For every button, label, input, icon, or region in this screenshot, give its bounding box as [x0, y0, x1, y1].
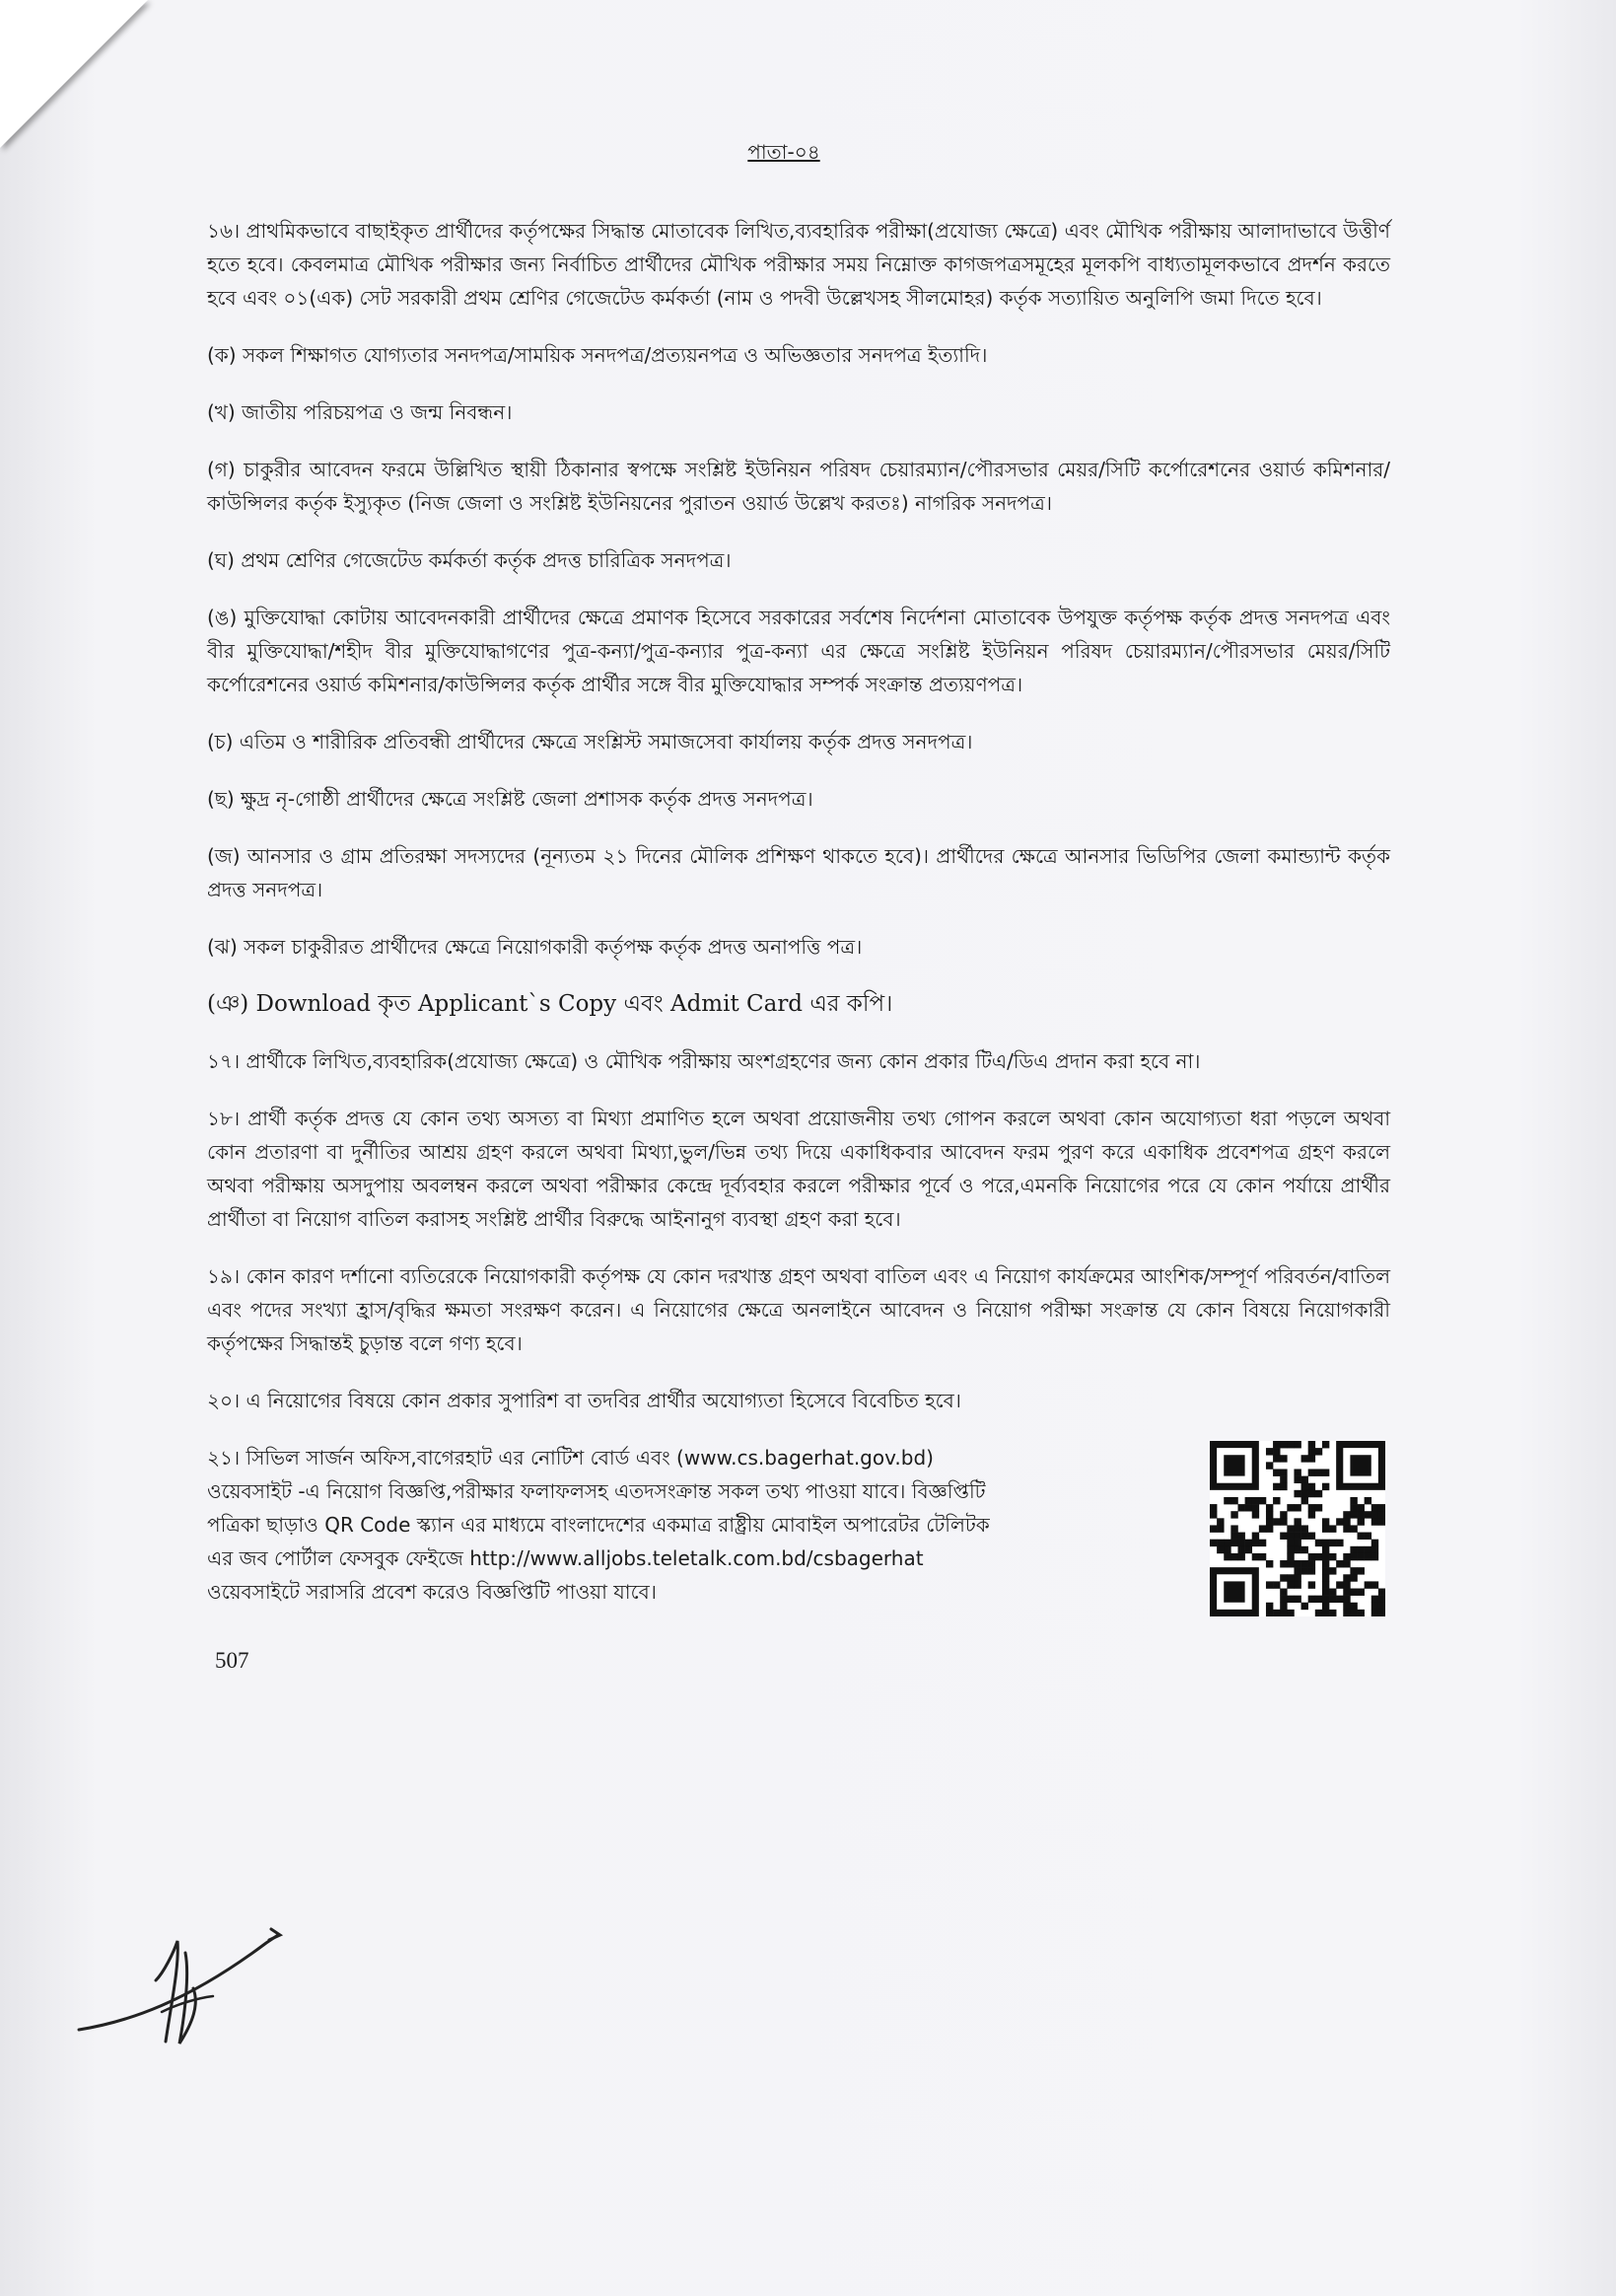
clause-21-line: পত্রিকা ছাড়াও QR Code স্ক্যান এর মাধ্যমে বাংলাদেশের একমাত্র রাষ্ট্রীয় মোবাইল অপারেটর টেলিটক	[207, 1513, 990, 1537]
folded-corner	[0, 0, 148, 148]
clause-21-block	[207, 1441, 1390, 1609]
clause-21	[207, 1441, 1144, 1609]
qr-code-graphic	[1210, 1441, 1385, 1616]
item-ga: (গ) চাকুরীর আবেদন ফরমে উল্লিখিত স্থায়ী ঠিকানার স্বপক্ষে সংশ্লিষ্ট ইউনিয়ন পরিষদ চেয়ারম্যান/পৌরসভার মেয়র/সিটি কর্পোরেশনের ওয়ার্ড কমিশনার/কাউন্সিলর কর্তৃক ইস্যুকৃত (নিজ জেলা ও সংশ্লিষ্ট ইউনিয়নের পুরাতন ওয়ার্ড উল্লেখ করতঃ) নাগরিক সনদপত্র।	[207, 458, 1390, 515]
clause-18: ১৮। প্রার্থী কর্তৃক প্রদত্ত যে কোন তথ্য অসত্য বা মিথ্যা প্রমাণিত হলে অথবা প্রয়োজনীয় তথ্য গোপন করলে অথবা কোন অযোগ্যতা ধরা পড়লে অথবা কোন প্রতারণা বা দুর্নীতির আশ্রয় গ্রহণ করলে অথবা মিথ্যা,ভুল/ভিন্ন তথ্য দিয়ে একাধিকবার আবেদন ফরম পুরণ করে একাধিক প্রবেশপত্র গ্রহণ করলে অথবা পরীক্ষায় অসদুপায় অবলম্বন করলে অথবা পরীক্ষার কেন্দ্রে দূর্ব্যবহার করলে পরীক্ষার পূর্বে ও পরে,এমনকি নিয়োগের পরে যে কোন পর্যায়ে প্রার্থীর প্রার্থীতা বা নিয়োগ বাতিল করাসহ সংশ্লিষ্ট প্রার্থীর বিরুদ্ধে আইনানুগ ব্যবস্থা গ্রহণ করা হবে।	[207, 1107, 1390, 1231]
clause-16: ১৬। প্রাথমিকভাবে বাছাইকৃত প্রার্থীদের কর্তৃপক্ষের সিদ্ধান্ত মোতাবেক লিখিত,ব্যবহারিক পরীক্ষা(প্রযোজ্য ক্ষেত্রে) এবং মৌখিক পরীক্ষায় আলাদাভাবে উত্তীর্ণ হতে হবে। কেবলমাত্র মৌখিক পরীক্ষার জন্য নির্বাচিত প্রার্থীদের মৌখিক পরীক্ষার সময় নিম্নোক্ত কাগজপত্রসমূহের মূলকপি বাধ্যতামূলকভাবে প্রদর্শন করতে হবে এবং ০১(এক) সেট সরকারী প্রথম শ্রেণির গেজেটেড কর্মকর্তা (নাম ও পদবী উল্লেখসহ সীলমোহর) কর্তৃক সত্যায়িত অনুলিপি জমা দিতে হবে।	[207, 219, 1390, 310]
item-chha: (ছ) ক্ষুদ্র নৃ-গোষ্ঠী প্রার্থীদের ক্ষেত্রে সংশ্লিষ্ট জেলা প্রশাসক কর্তৃক প্রদত্ত সনদপত্র।	[207, 787, 813, 811]
item-ja: (জ) আনসার ও গ্রাম প্রতিরক্ষা সদস্যদের (নূন্যতম ২১ দিনের মৌলিক প্রশিক্ষণ থাকতে হবে)। প্রার্থীদের ক্ষেত্রে আনসার ভিডিপির জেলা কমান্ড্যান্ট কর্তৃক প্রদত্ত সনদপত্র।	[207, 844, 1390, 901]
page-number: 507	[215, 1648, 249, 1673]
clause-20: ২০। এ নিয়োগের বিষয়ে কোন প্রকার সুপারিশ বা তদবির প্রার্থীর অযোগ্যতা হিসেবে বিবেচিত হবে।	[207, 1389, 961, 1412]
item-nya: (ঞ) Download কৃত Applicant`s Copy এবং Admit Card এর কপি।	[207, 991, 893, 1017]
document-page	[207, 138, 1390, 2189]
clause-21-line: এর জব পোর্টাল ফেসবুক ফেইজে http://www.alljobs.teletalk.com.bd/csbagerhat	[207, 1546, 924, 1570]
item-cha: (চ) এতিম ও শারীরিক প্রতিবন্ধী প্রার্থীদের ক্ষেত্রে সংশ্লিস্ট সমাজসেবা কার্যালয় কর্তৃক প্রদত্ত সনদপত্র।	[207, 730, 973, 753]
qr-code[interactable]	[1210, 1441, 1385, 1616]
page-label: পাতা-০৪	[747, 140, 820, 164]
clause-19: ১৯। কোন কারণ দর্শানো ব্যতিরেকে নিয়োগকারী কর্তৃপক্ষ যে কোন দরখাস্ত গ্রহণ অথবা বাতিল এবং এ নিয়োগ কার্যক্রমের আংশিক/সম্পূর্ণ পরিবর্তন/বাতিল এবং পদের সংখ্যা হ্রাস/বৃদ্ধির ক্ষমতা সংরক্ষণ করেন। এ নিয়োগের ক্ষেত্রে অনলাইনে আবেদন ও নিয়োগ পরীক্ষা সংক্রান্ত যে কোন বিষয়ে নিয়োগকারী কর্তৃপক্ষের সিদ্ধান্তই চুড়ান্ত বলে গণ্য হবে।	[207, 1264, 1390, 1355]
clause-21-line: ওয়েবসাইট -এ নিয়োগ বিজ্ঞপ্তি,পরীক্ষার ফলাফলসহ এতদসংক্রান্ত সকল তথ্য পাওয়া যাবে। বিজ্ঞপ্তিটি	[207, 1479, 986, 1503]
item-uma: (ঙ) মুক্তিযোদ্ধা কোটায় আবেদনকারী প্রার্থীদের ক্ষেত্রে প্রমাণক হিসেবে সরকারের সর্বশেষ নির্দেশনা মোতাবেক উপযুক্ত কর্তৃপক্ষ কর্তৃক প্রদত্ত সনদপত্র এবং বীর মুক্তিযোদ্ধা/শহীদ বীর মুক্তিযোদ্ধাগণের পুত্র-কন্যা/পুত্র-কন্যার পুত্র-কন্যা এর ক্ষেত্রে সংশ্লিষ্ট ইউনিয়ন পরিষদ চেয়ারম্যান/পৌরসভার মেয়র/সিটি কর্পোরেশনের ওয়ার্ড কমিশনার/কাউন্সিলর কর্তৃক প্রার্থীর সঙ্গে বীর মুক্তিযোদ্ধার সম্পর্ক সংক্রান্ত প্রত্যয়ণপত্র।	[207, 606, 1390, 696]
item-ka: (ক) সকল শিক্ষাগত যোগ্যতার সনদপত্র/সাময়িক সনদপত্র/প্রত্যয়নপত্র ও অভিজ্ঞতার সনদপত্র ইত্যাদি।	[207, 343, 988, 367]
item-gha: (ঘ) প্রথম শ্রেণির গেজেটেড কর্মকর্তা কর্তৃক প্রদত্ত চারিত্রিক সনদপত্র।	[207, 548, 732, 572]
clause-21-line: ২১। সিভিল সার্জন অফিস,বাগেরহাট এর নোটিশ বোর্ড এবং (www.cs.bagerhat.gov.bd)	[207, 1446, 934, 1470]
item-jha: (ঝ) সকল চাকুরীরত প্রার্থীদের ক্ষেত্রে নিয়োগকারী কর্তৃপক্ষ কর্তৃক প্রদত্ত অনাপত্তি পত্র।	[207, 935, 863, 959]
clause-17: ১৭। প্রার্থীকে লিখিত,ব্যবহারিক(প্রযোজ্য ক্ষেত্রে) ও মৌখিক পরীক্ষায় অংশগ্রহণের জন্য কোন প্রকার টিএ/ডিএ প্রদান করা হবে না।	[207, 1049, 1201, 1073]
item-kha: (খ) জাতীয় পরিচয়পত্র ও জন্ম নিবন্ধন।	[207, 400, 513, 424]
signature	[69, 1913, 306, 2061]
clause-21-line: ওয়েবসাইটে সরাসরি প্রবেশ করেও বিজ্ঞপ্তিটি পাওয়া যাবে।	[207, 1580, 657, 1604]
